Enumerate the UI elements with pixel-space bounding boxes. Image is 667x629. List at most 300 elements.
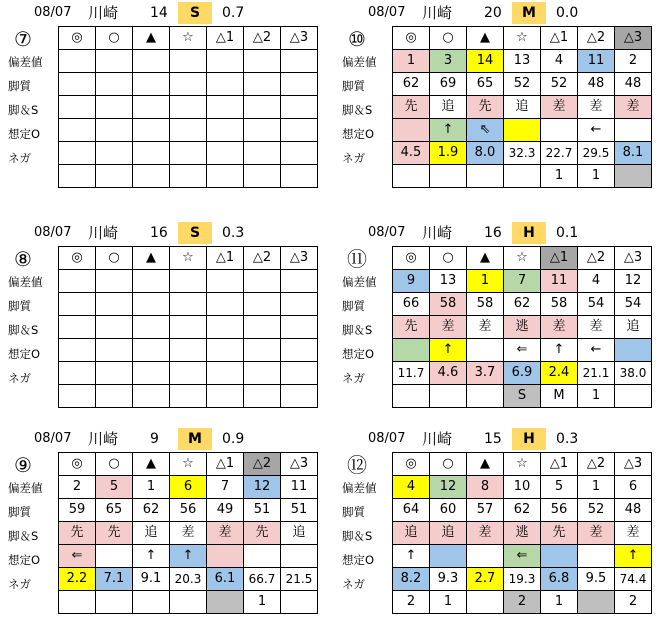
table-cell: 62 [393, 73, 430, 96]
table-cell [170, 316, 207, 339]
row-label: 偏差値 [8, 481, 43, 495]
mark-cell: ☆ [504, 453, 541, 476]
table-cell: 11 [541, 270, 578, 293]
table-cell [96, 142, 133, 165]
table-cell [59, 591, 96, 614]
table-cell: ↑ [430, 119, 467, 142]
mark-cell: △1 [541, 27, 578, 50]
mark-cell: ○ [96, 27, 133, 50]
table-cell: 62 [133, 499, 170, 522]
table-cell: 54 [578, 293, 615, 316]
row-label: 脚＆S [342, 323, 373, 337]
table-cell [281, 591, 318, 614]
table-cell [281, 545, 318, 568]
table-cell: 65 [96, 499, 133, 522]
table-cell [207, 50, 244, 73]
table-cell [281, 73, 318, 96]
race-header [334, 220, 662, 246]
table-cell [281, 119, 318, 142]
table-cell [96, 385, 133, 408]
table-cell: 19.3 [504, 568, 541, 591]
table-cell: 56 [541, 499, 578, 522]
table-cell [207, 385, 244, 408]
row-label: ネガ [8, 577, 31, 591]
table-cell [59, 96, 96, 119]
table-cell: 51 [244, 499, 281, 522]
table-cell: 6 [170, 476, 207, 499]
track-value: 0.0 [556, 5, 579, 21]
table-cell: 差 [578, 96, 615, 119]
row-label: 偏差値 [342, 55, 377, 69]
table-cell: 4 [393, 476, 430, 499]
table-cell [281, 362, 318, 385]
prediction-table [58, 26, 318, 188]
table-cell: 7.1 [96, 568, 133, 591]
table-row [59, 522, 318, 545]
table-cell [207, 270, 244, 293]
mark-cell: △1 [207, 453, 244, 476]
table-cell [244, 142, 281, 165]
table-cell: 2.4 [541, 362, 578, 385]
table-cell: 追 [430, 522, 467, 545]
table-cell [393, 385, 430, 408]
mark-cell: ○ [96, 453, 133, 476]
mark-cell: ◎ [59, 453, 96, 476]
table-cell [170, 385, 207, 408]
table-cell [244, 50, 281, 73]
table-row [393, 591, 652, 614]
table-cell [133, 73, 170, 96]
runner-count: 9 [150, 431, 159, 447]
prediction-table [392, 452, 652, 614]
table-cell: 11 [281, 476, 318, 499]
table-cell: 4.5 [393, 142, 430, 165]
table-cell [244, 165, 281, 188]
table-cell [467, 591, 504, 614]
mark-cell: ▲ [467, 27, 504, 50]
table-cell [133, 119, 170, 142]
mark-cell: ☆ [504, 27, 541, 50]
table-cell: 差 [207, 522, 244, 545]
table-cell: 7 [207, 476, 244, 499]
table-cell: 1 [133, 476, 170, 499]
table-cell: 12 [430, 476, 467, 499]
table-cell [244, 96, 281, 119]
table-row [59, 270, 318, 293]
table-cell [59, 385, 96, 408]
row-label: 脚質 [342, 299, 365, 313]
mark-cell: △3 [281, 453, 318, 476]
table-cell: 4.6 [430, 362, 467, 385]
mark-cell: △2 [244, 453, 281, 476]
table-cell [96, 270, 133, 293]
table-cell: 3 [430, 50, 467, 73]
table-row [393, 50, 652, 73]
track-condition: H [512, 428, 546, 450]
table-cell [96, 50, 133, 73]
track-condition: M [512, 2, 546, 24]
table-row [393, 385, 652, 408]
table-cell: 追 [393, 522, 430, 545]
mark-cell: ○ [430, 27, 467, 50]
table-cell [467, 545, 504, 568]
table-row [393, 362, 652, 385]
table-cell: 5 [541, 476, 578, 499]
row-labels [0, 476, 58, 596]
runner-count: 16 [484, 225, 502, 241]
table-row [59, 316, 318, 339]
table-cell: 11 [578, 50, 615, 73]
mark-cell: ▲ [133, 247, 170, 270]
table-cell [170, 96, 207, 119]
table-cell [430, 165, 467, 188]
table-cell: ↑ [541, 339, 578, 362]
row-label: 想定O [342, 127, 375, 141]
row-label: ネガ [342, 371, 365, 385]
table-cell [170, 362, 207, 385]
prediction-table [58, 246, 318, 408]
table-row [393, 522, 652, 545]
table-row [393, 293, 652, 316]
mark-cell: △3 [281, 27, 318, 50]
mark-row [393, 27, 652, 50]
table-cell [281, 165, 318, 188]
table-cell: 64 [393, 499, 430, 522]
table-row [59, 499, 318, 522]
table-cell [170, 591, 207, 614]
table-cell: 2.7 [467, 568, 504, 591]
table-cell [133, 270, 170, 293]
prediction-table [392, 246, 652, 408]
table-cell [504, 119, 541, 142]
table-cell: 逃 [504, 316, 541, 339]
table-cell [207, 316, 244, 339]
table-row [59, 545, 318, 568]
table-row [393, 476, 652, 499]
race-number: ⑨ [14, 453, 32, 477]
row-label: ネガ [342, 151, 365, 165]
table-cell: M [541, 385, 578, 408]
mark-row [59, 247, 318, 270]
table-cell [281, 142, 318, 165]
mark-cell: ○ [430, 453, 467, 476]
table-cell: 逃 [504, 522, 541, 545]
table-cell: 4 [541, 50, 578, 73]
table-cell: 先 [393, 96, 430, 119]
table-cell: 62 [504, 293, 541, 316]
race-number: ⑧ [14, 247, 32, 271]
table-cell: 1 [393, 50, 430, 73]
table-row [59, 73, 318, 96]
mark-row [59, 27, 318, 50]
table-cell [170, 165, 207, 188]
row-label: 脚＆S [342, 529, 373, 543]
table-cell [133, 339, 170, 362]
race-place: 川崎 [422, 224, 453, 242]
table-cell: 8.1 [615, 142, 652, 165]
table-cell: ← [578, 339, 615, 362]
mark-row [393, 247, 652, 270]
table-row [393, 545, 652, 568]
table-cell [430, 385, 467, 408]
race-number: ⑪ [347, 247, 367, 271]
mark-cell: ◎ [59, 27, 96, 50]
row-labels [0, 270, 58, 390]
table-cell [170, 270, 207, 293]
table-row [393, 73, 652, 96]
table-cell [133, 316, 170, 339]
mark-cell: ◎ [59, 247, 96, 270]
table-cell: 差 [430, 316, 467, 339]
table-cell: ⇐ [504, 545, 541, 568]
track-value: 0.1 [556, 225, 579, 241]
table-cell: 58 [541, 293, 578, 316]
race-number: ⑫ [347, 453, 367, 477]
race-place: 川崎 [88, 224, 119, 242]
mark-cell: △2 [244, 27, 281, 50]
table-cell [59, 270, 96, 293]
table-cell [504, 165, 541, 188]
table-cell [59, 73, 96, 96]
table-cell: 62 [504, 499, 541, 522]
table-row [59, 568, 318, 591]
table-cell: 60 [430, 499, 467, 522]
table-cell: 52 [541, 73, 578, 96]
row-label: ネガ [8, 151, 31, 165]
table-cell [207, 165, 244, 188]
table-cell: ⇖ [467, 119, 504, 142]
table-cell: 9 [393, 270, 430, 293]
row-label: 脚質 [342, 505, 365, 519]
table-cell [207, 293, 244, 316]
table-cell: 21.5 [281, 568, 318, 591]
table-cell [59, 293, 96, 316]
mark-cell: ☆ [170, 453, 207, 476]
table-cell: 3.7 [467, 362, 504, 385]
table-cell: 2 [615, 50, 652, 73]
table-cell: 56 [170, 499, 207, 522]
table-cell: 48 [615, 499, 652, 522]
table-cell: 6.8 [541, 568, 578, 591]
table-cell [96, 293, 133, 316]
table-cell: 1 [578, 476, 615, 499]
table-cell [96, 339, 133, 362]
table-cell [244, 270, 281, 293]
table-cell [615, 165, 652, 188]
table-cell: 22.7 [541, 142, 578, 165]
race-number: ⑦ [14, 27, 32, 51]
row-label: 偏差値 [8, 275, 43, 289]
mark-cell: △3 [615, 247, 652, 270]
table-cell: 2 [393, 591, 430, 614]
table-cell: 先 [467, 96, 504, 119]
table-cell [281, 339, 318, 362]
table-row [393, 96, 652, 119]
track-value: 0.9 [222, 431, 245, 447]
table-cell: 58 [430, 293, 467, 316]
table-row [59, 142, 318, 165]
table-cell: 48 [615, 73, 652, 96]
table-cell [393, 119, 430, 142]
table-cell [281, 270, 318, 293]
track-condition: S [178, 222, 212, 244]
table-cell: ⇐ [504, 339, 541, 362]
row-label: 脚質 [8, 299, 31, 313]
table-row [393, 119, 652, 142]
table-cell: 先 [244, 522, 281, 545]
table-cell: 1 [430, 591, 467, 614]
table-cell: 1 [578, 165, 615, 188]
table-cell [207, 73, 244, 96]
table-row [393, 568, 652, 591]
race-place: 川崎 [422, 4, 453, 22]
table-cell [467, 385, 504, 408]
table-cell [96, 96, 133, 119]
race-panel [0, 220, 328, 420]
table-cell: 66 [393, 293, 430, 316]
table-cell [207, 591, 244, 614]
table-cell: 13 [430, 270, 467, 293]
table-cell [541, 119, 578, 142]
table-row [59, 476, 318, 499]
row-label: 想定O [8, 347, 41, 361]
table-cell: 7 [504, 270, 541, 293]
table-cell [133, 362, 170, 385]
table-cell: 差 [170, 522, 207, 545]
race-date: 08/07 [368, 5, 406, 20]
table-cell [170, 119, 207, 142]
table-cell: 74.4 [615, 568, 652, 591]
row-label: 偏差値 [342, 481, 377, 495]
mark-cell: ◎ [393, 27, 430, 50]
race-date: 08/07 [368, 225, 406, 240]
table-cell [96, 591, 133, 614]
mark-cell: △1 [207, 247, 244, 270]
mark-cell: △2 [244, 247, 281, 270]
table-cell: 6.9 [504, 362, 541, 385]
table-cell: 9.1 [133, 568, 170, 591]
table-cell [393, 165, 430, 188]
table-cell: 差 [541, 316, 578, 339]
row-label: ネガ [342, 577, 365, 591]
table-cell [59, 165, 96, 188]
table-cell: 2.2 [59, 568, 96, 591]
table-cell [467, 165, 504, 188]
table-cell [541, 545, 578, 568]
row-label: 想定O [342, 553, 375, 567]
table-cell: 69 [430, 73, 467, 96]
table-row [59, 339, 318, 362]
table-cell: ↑ [615, 545, 652, 568]
table-cell [207, 545, 244, 568]
table-cell [281, 316, 318, 339]
row-label: 偏差値 [342, 275, 377, 289]
table-cell: 14 [467, 50, 504, 73]
table-cell: 追 [615, 316, 652, 339]
table-cell: 先 [393, 316, 430, 339]
table-cell: 38.0 [615, 362, 652, 385]
table-cell: 20.3 [170, 568, 207, 591]
table-cell: 2 [504, 591, 541, 614]
table-cell: ↑ [393, 545, 430, 568]
race-number: ⑩ [348, 27, 366, 51]
table-cell [133, 165, 170, 188]
table-row [59, 591, 318, 614]
mark-cell: ☆ [170, 247, 207, 270]
table-cell [244, 339, 281, 362]
row-label: 想定O [342, 347, 375, 361]
table-cell: 51 [281, 499, 318, 522]
table-cell [430, 545, 467, 568]
table-cell [96, 316, 133, 339]
table-cell: 追 [430, 96, 467, 119]
table-cell: ↑ [133, 545, 170, 568]
table-cell: 差 [578, 316, 615, 339]
table-cell: 59 [59, 499, 96, 522]
table-cell: 11.7 [393, 362, 430, 385]
table-row [393, 316, 652, 339]
table-cell: 追 [504, 96, 541, 119]
table-cell: 9.5 [578, 568, 615, 591]
table-cell [59, 316, 96, 339]
race-header [0, 426, 328, 452]
track-condition: M [178, 428, 212, 450]
mark-cell: △1 [541, 247, 578, 270]
table-cell [96, 73, 133, 96]
row-label: 脚＆S [8, 529, 39, 543]
row-label: 脚質 [342, 79, 365, 93]
table-cell: 先 [541, 522, 578, 545]
table-cell [59, 339, 96, 362]
race-date: 08/07 [34, 225, 72, 240]
row-label: 想定O [8, 553, 41, 567]
row-label: 脚＆S [8, 103, 39, 117]
mark-cell: △3 [615, 27, 652, 50]
mark-cell: △2 [578, 247, 615, 270]
table-cell: 12 [615, 270, 652, 293]
table-cell [281, 50, 318, 73]
runner-count: 16 [150, 225, 168, 241]
mark-cell: △3 [281, 247, 318, 270]
table-cell: 1 [244, 591, 281, 614]
track-condition: S [178, 2, 212, 24]
table-cell: 13 [504, 50, 541, 73]
table-cell: ↑ [170, 545, 207, 568]
table-cell [207, 96, 244, 119]
race-place: 川崎 [422, 430, 453, 448]
table-row [393, 165, 652, 188]
table-cell [244, 385, 281, 408]
table-cell [133, 591, 170, 614]
mark-cell: ☆ [170, 27, 207, 50]
table-cell: 1.9 [430, 142, 467, 165]
table-cell [244, 362, 281, 385]
row-labels [334, 270, 392, 390]
row-label: ネガ [8, 371, 31, 385]
table-cell: 48 [578, 73, 615, 96]
mark-cell: ○ [96, 247, 133, 270]
table-cell: 66.7 [244, 568, 281, 591]
track-value: 0.7 [222, 5, 245, 21]
table-cell: 21.1 [578, 362, 615, 385]
table-cell [207, 339, 244, 362]
table-row [59, 119, 318, 142]
table-cell: 先 [96, 522, 133, 545]
table-cell [467, 339, 504, 362]
mark-row [59, 453, 318, 476]
table-cell: 29.5 [578, 142, 615, 165]
table-cell: 54 [615, 293, 652, 316]
